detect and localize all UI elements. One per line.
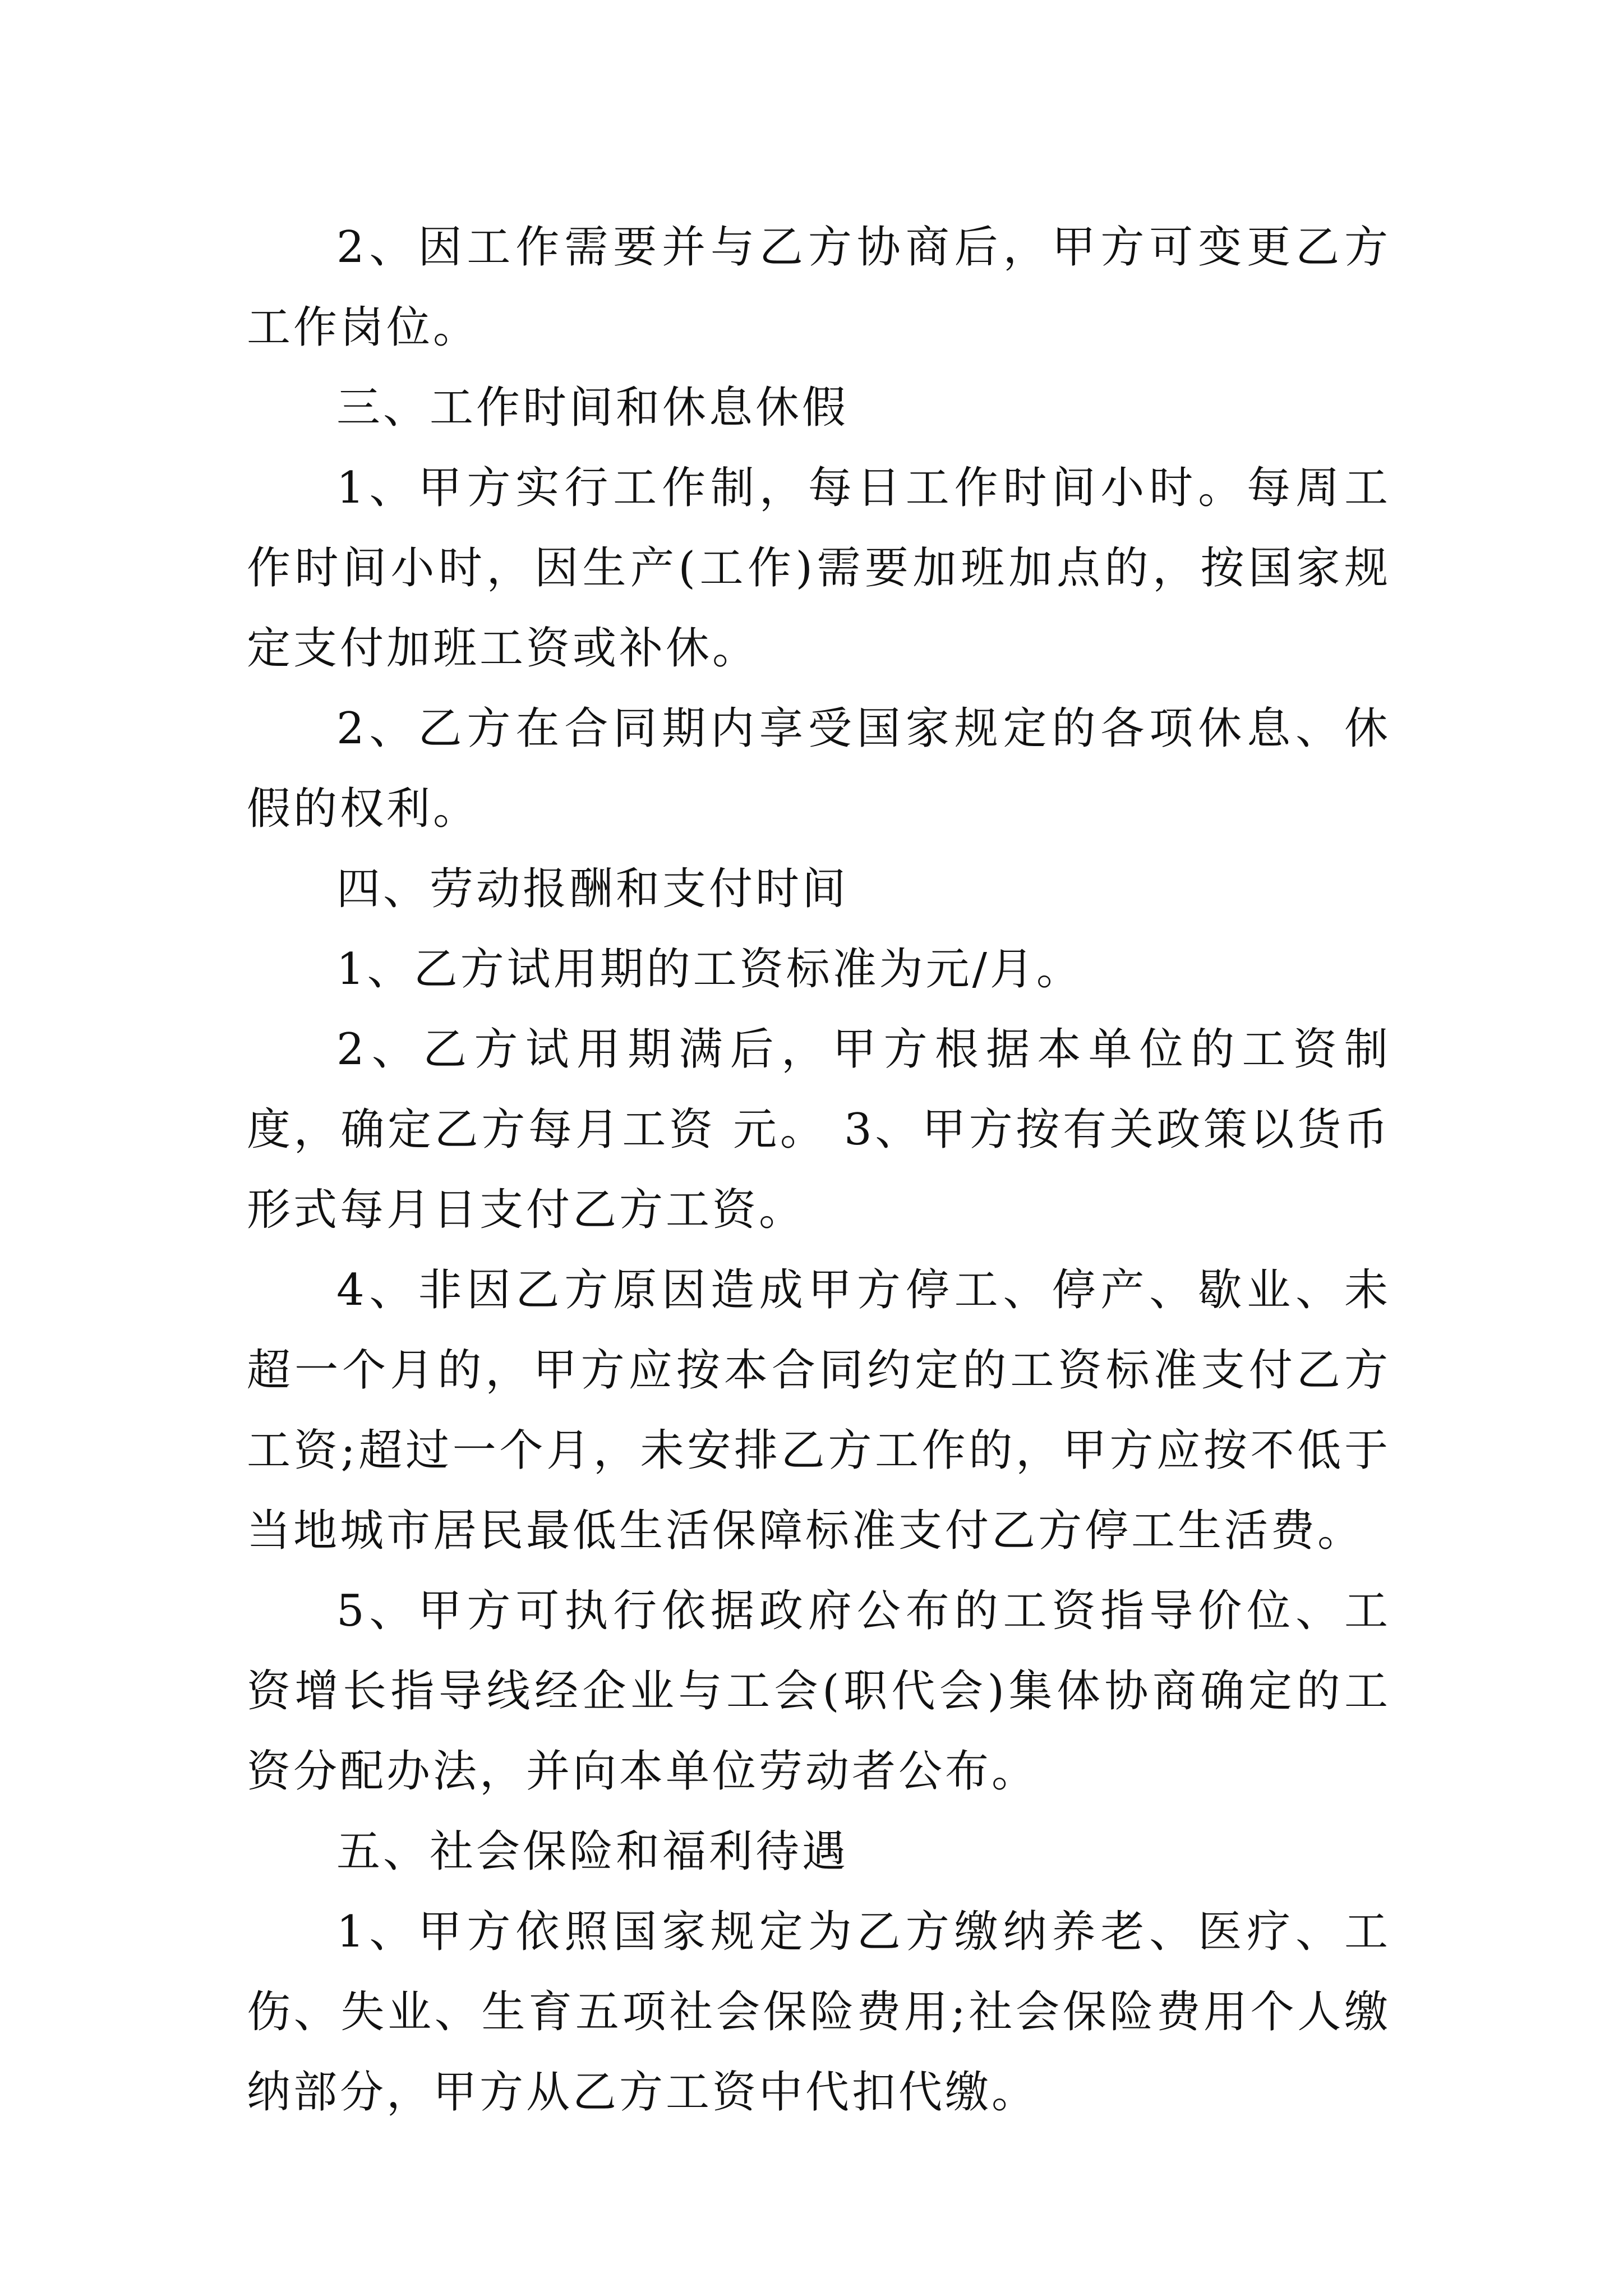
paragraph-clause-4-work-stoppage: 4、非因乙方原因造成甲方停工、停产、歇业、未超一个月的，甲方应按本合同约定的工资标准支付乙方工资;超过一个月，未安排乙方工作的，甲方应按不低于当地城市居民最低生活保障标准支付乙方停工生活费。 <box>247 1265 1391 1556</box>
section-heading-remuneration: 四、劳动报酬和支付时间 <box>336 864 849 914</box>
paragraph-clause-2-job-change: 2、因工作需要并与乙方协商后，甲方可变更乙方工作岗位。 <box>247 222 1391 353</box>
paragraph-clause-1-work-schedule: 1、甲方实行工作制，每日工作时间小时。每周工作时间小时，因生产(工作)需要加班加点的，按国家规定支付加班工资或补休。 <box>247 463 1391 674</box>
paragraph-clause-5-wage-guidance: 5、甲方可执行依据政府公布的工资指导价位、工资增长指导线经企业与工会(职代会)集体协商确定的工资分配办法，并向本单位劳动者公布。 <box>247 1586 1391 1797</box>
paragraph-clause-2-rest-rights: 2、乙方在合同期内享受国家规定的各项休息、休假的权利。 <box>247 703 1391 834</box>
document-body <box>247 208 1391 2133</box>
paragraph-clause-1-insurance-payment: 1、甲方依照国家规定为乙方缴纳养老、医疗、工伤、失业、生育五项社会保险费用;社会保险费用个人缴纳部分，甲方从乙方工资中代扣代缴。 <box>247 1907 1391 2118</box>
section-heading-social-insurance: 五、社会保险和福利待遇 <box>336 1826 849 1877</box>
paragraph-clause-2-3-monthly-wage: 2、乙方试用期满后，甲方根据本单位的工资制度，确定乙方每月工资 元。 3、甲方按有关政策以货币形式每月日支付乙方工资。 <box>247 1024 1391 1235</box>
paragraph-clause-1-probation-wage: 1、乙方试用期的工资标准为元/月。 <box>336 944 1083 995</box>
section-heading-work-hours: 三、工作时间和休息休假 <box>336 383 849 433</box>
